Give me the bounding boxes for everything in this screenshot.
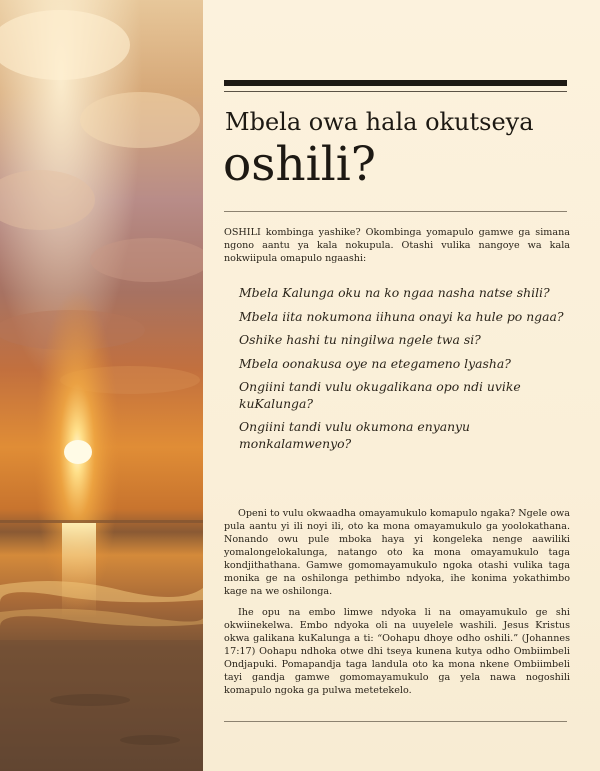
article-page bbox=[203, 0, 600, 771]
question-list bbox=[239, 285, 569, 459]
article-title-line2: oshili? bbox=[223, 137, 376, 192]
intro-paragraph: OSHILI kombinga yashike? Okombinga yomapulo gamwe ga simana ngono aantu ya kala nokupula. Otashi vulika nangoye wa kala nokwiipula omapulo ngaashi: bbox=[224, 227, 570, 264]
article-body bbox=[224, 507, 570, 705]
question-item: Mbela Kalunga oku na ko ngaa nasha natse shili? bbox=[239, 285, 550, 300]
article-title-line1: Mbela owa hala okutseya bbox=[225, 108, 534, 136]
question-item: Oshike hashi tu ningilwa ngele twa si? bbox=[239, 332, 481, 347]
title-thin-rule bbox=[224, 91, 567, 92]
question-item: Mbela oonakusa oye na etegameno lyasha? bbox=[239, 355, 511, 371]
sunset-beach-photo bbox=[0, 0, 203, 771]
body-paragraph: Openi to vulu okwaadha omayamukulo komapulo ngaka? Ngele owa pula aantu yi ili noyi ili, oto ka mona omayamukulo ga yoolokathana. Nonando owu pule mboka haya yi kongeleka nenge aawiliki yomalongelokalunga, natango oto ka mona omayamukulo taga kondjithathana. Gamwe gomomayamukulo ngoka otashi vulika taga monika ge na oshilonga pethimbo ndyoka, ihe konima yokathimbo kage na we oshilonga. bbox=[224, 508, 570, 597]
question-item: Ongiini tandi vulu okugalikana opo ndi uvike kuKalunga? bbox=[239, 379, 521, 411]
bottom-divider bbox=[224, 721, 567, 722]
section-divider bbox=[224, 211, 567, 212]
title-thick-rule bbox=[224, 80, 567, 86]
question-item: Mbela iita nokumona iihuna onayi ka hule po ngaa? bbox=[239, 308, 564, 324]
body-paragraph: Ihe opu na embo limwe ndyoka li na omayamukulo ge shi okwiinekelwa. Embo ndyoka oli na uuyelele washili. Jesus Kristus okwa galikana kuKalunga a ti: “Oohapu dhoye odho oshili.” (Johannes 17:17) Oohapu ndhoka otwe dhi tseya kunena kutya odho Ombiimbeli Ondjapuki. Pomapandja taga landula oto ka mona nkene Ombiimbeli tayi gandja gamwe gomomayamukulo ga yela nawa nogoshili komapulo ngoka ga pulwa metetekelo. bbox=[224, 607, 570, 696]
question-item: Ongiini tandi vulu okumona enyanyu monkalamwenyo? bbox=[239, 419, 471, 451]
